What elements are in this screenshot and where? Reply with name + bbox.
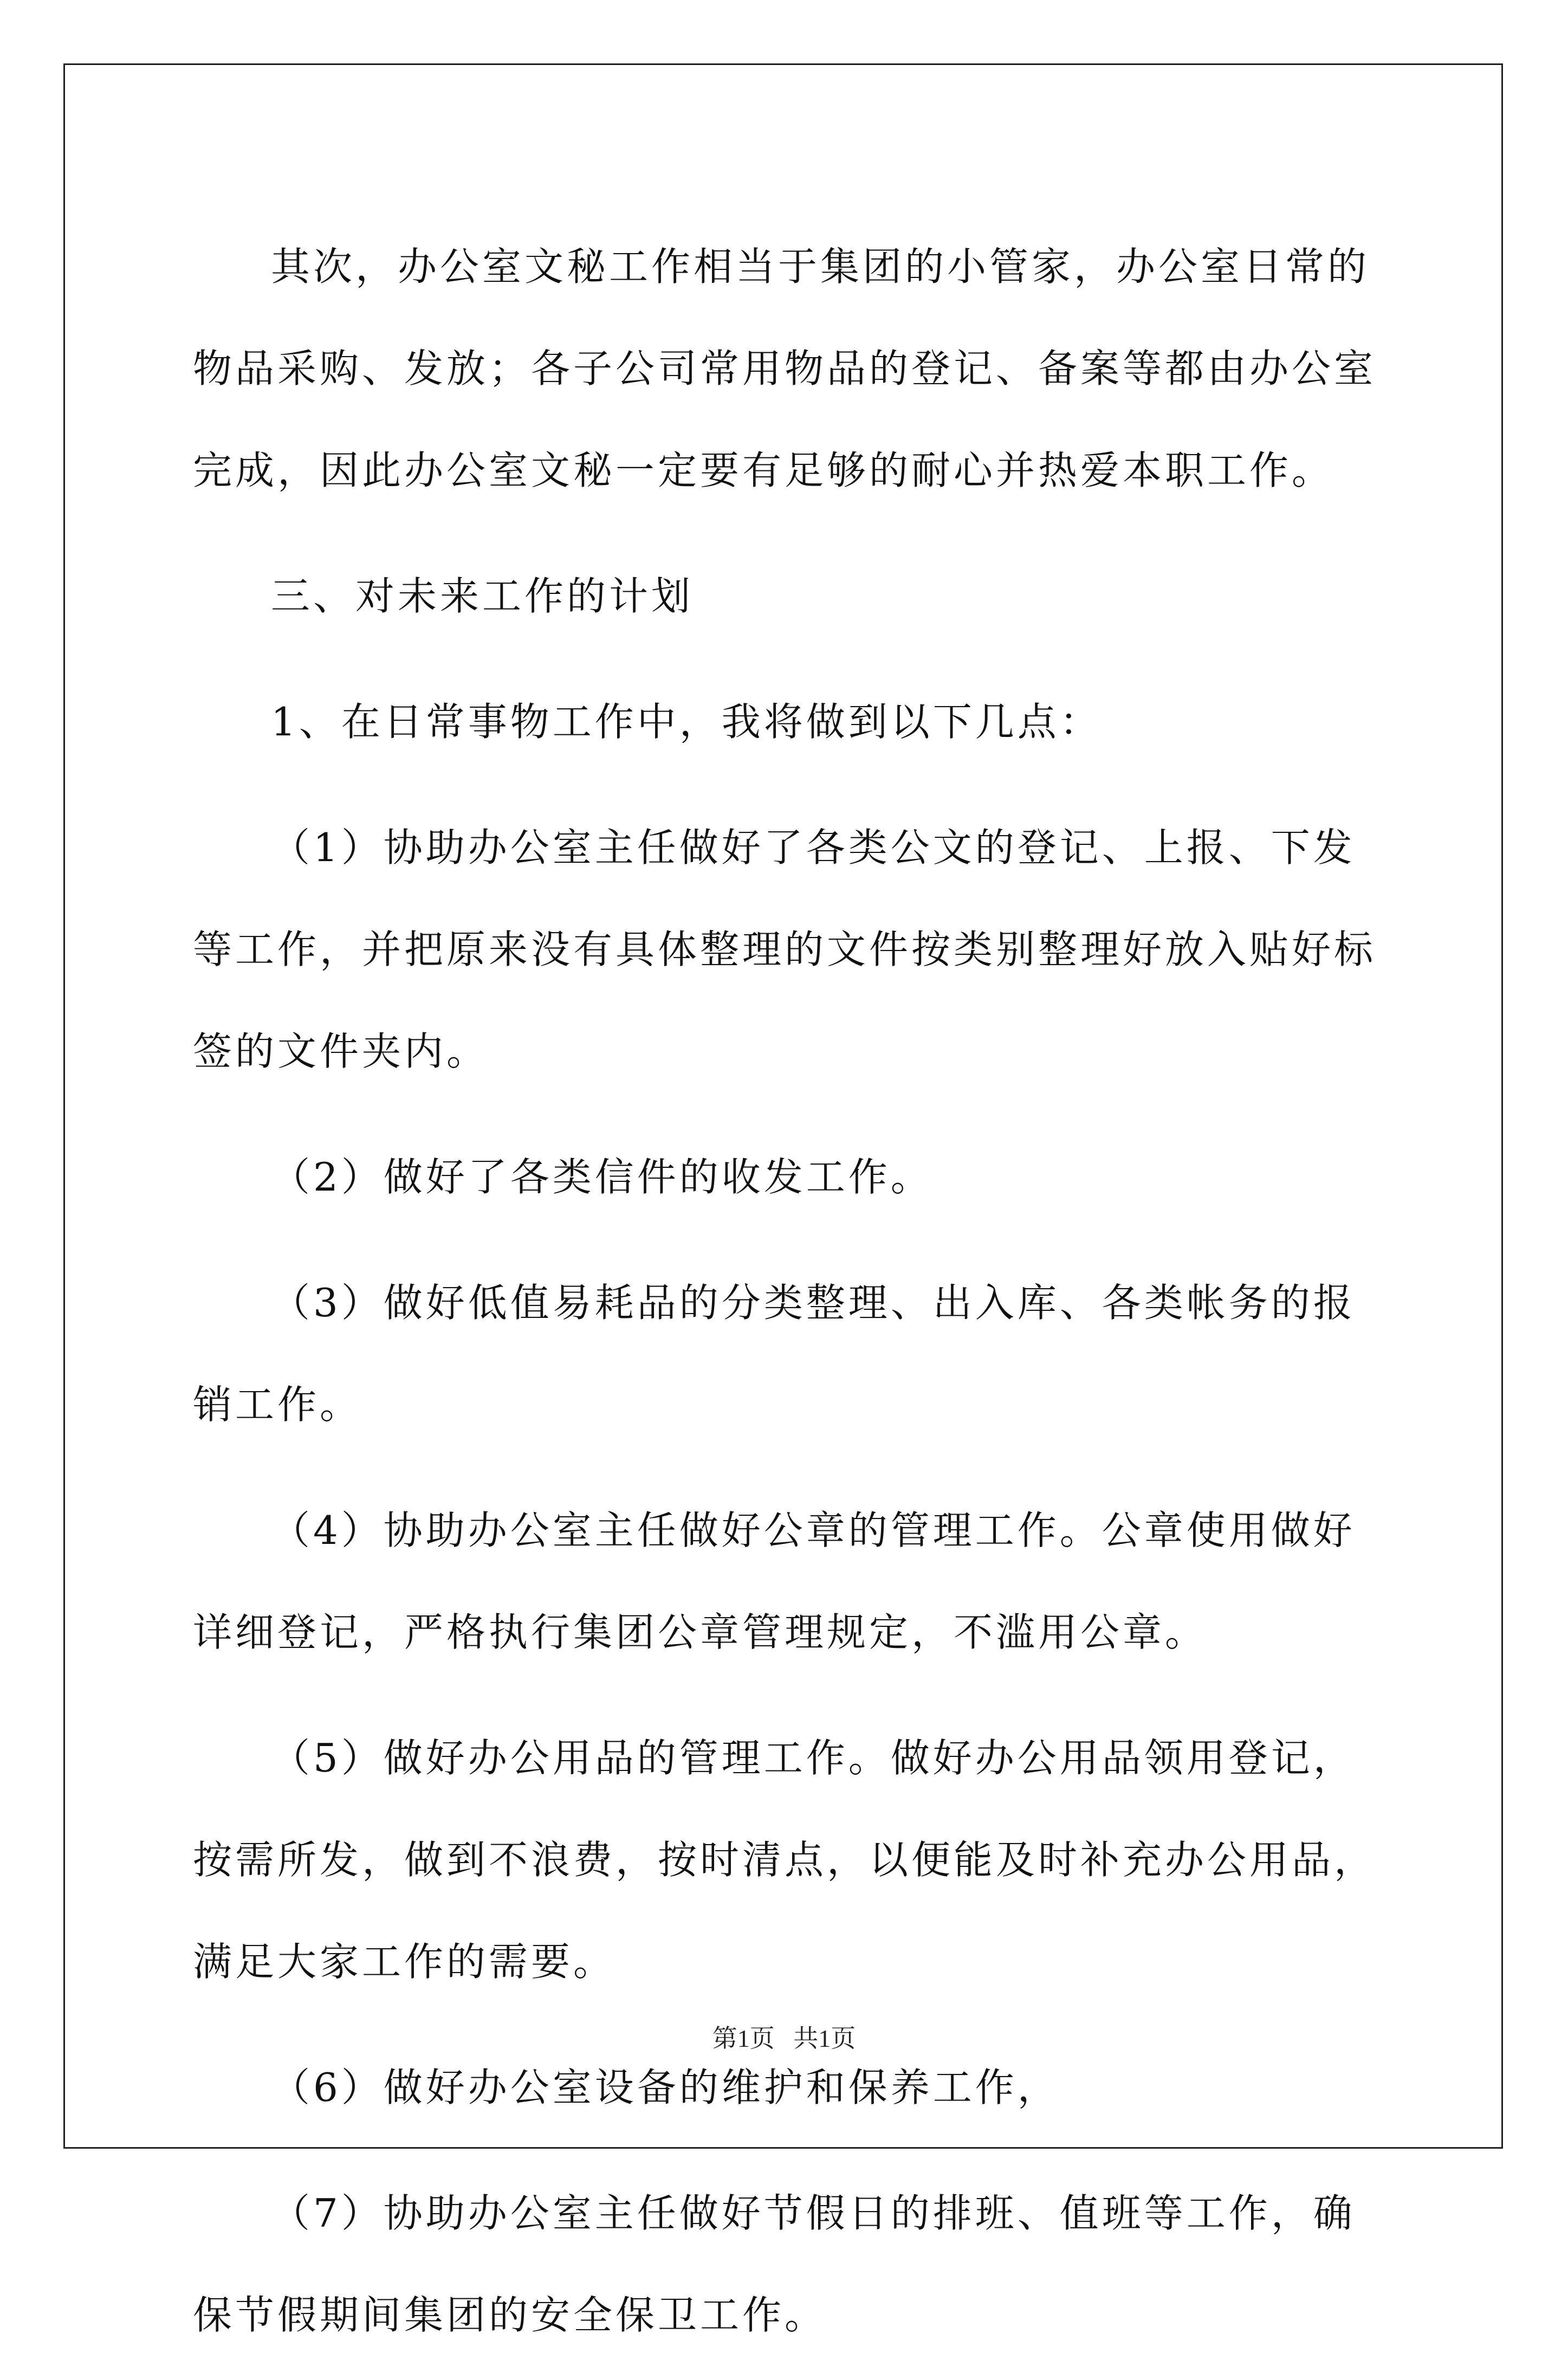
page-number-footer: 第1页 共1页	[712, 2025, 856, 2052]
section-heading: 三、对未来工作的计划	[271, 573, 694, 619]
list-item-2: （2）做好了各类信件的收发工作。	[271, 1154, 933, 1200]
list-item-7: （7）协助办公室主任做好节假日的排班、值班等工作，确保节假期间集团的安全保卫工作。	[193, 2190, 1356, 2338]
paragraph-1: 其次，办公室文秘工作相当于集团的小管家，办公室日常的物品采购、发放；各子公司常用物品的登记、备案等都由办公室完成，因此办公室文秘一定要有足够的耐心并热爱本职工作。	[193, 244, 1377, 493]
list-item-5: （5）做好办公用品的管理工作。做好办公用品领用登记，按需所发，做到不浪费，按时清点，以便能及时补充办公用品，满足大家工作的需要。	[193, 1735, 1377, 1984]
list-item-6: （6）做好办公室设备的维护和保养工作，	[271, 2065, 1060, 2110]
list-item-1: （1）协助办公室主任做好了各类公文的登记、上报、下发等工作，并把原来没有具体整理的文件按类别整理好放入贴好标签的文件夹内。	[193, 825, 1377, 1074]
paragraph-3: 1、在日常事物工作中，我将做到以下几点：	[271, 699, 1102, 745]
list-item-3: （3）做好低值易耗品的分类整理、出入库、各类帐务的报销工作。	[193, 1280, 1356, 1427]
list-item-4: （4）协助办公室主任做好公章的管理工作。公章使用做好详细登记，严格执行集团公章管理规定，不滥用公章。	[193, 1508, 1356, 1655]
